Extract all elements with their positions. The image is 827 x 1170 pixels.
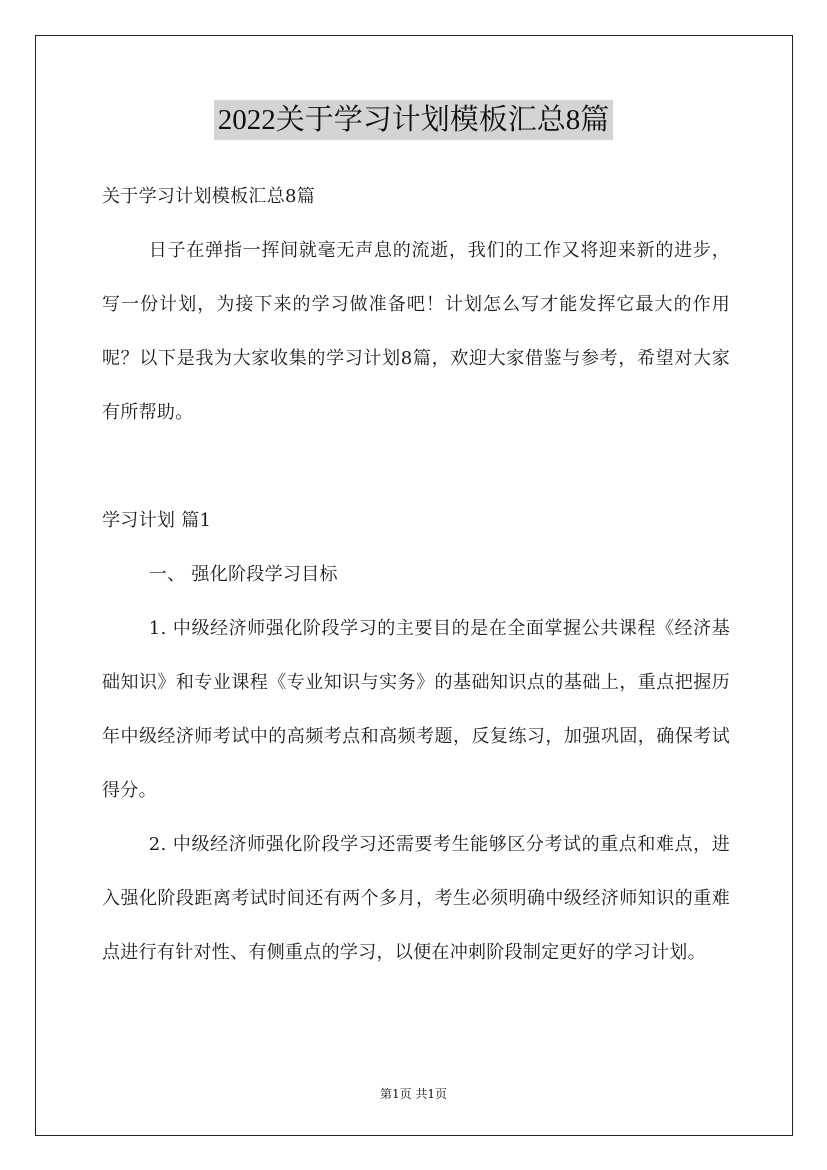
- subsection-heading: 一、 强化阶段学习目标: [148, 564, 338, 585]
- section-heading: 学习计划 篇1: [102, 510, 212, 531]
- document-title: 2022关于学习计划模板汇总8篇: [214, 100, 614, 140]
- document-subtitle: 关于学习计划模板汇总8篇: [102, 186, 316, 207]
- body-paragraph-2: 2. 中级经济师强化阶段学习还需要考生能够区分考试的重点和难点，进入强化阶段距离考试时间还有两个多月，考生必须明确中级经济师知识的重难点进行有针对性、有侧重点的学习，以便在冲刺阶段制定更好的学习计划。: [102, 834, 730, 963]
- title-container: [0, 100, 827, 140]
- intro-paragraph: 日子在弹指一挥间就毫无声息的流逝，我们的工作又将迎来新的进步，写一份计划，为接下来的学习做准备吧！计划怎么写才能发挥它最大的作用呢？以下是我为大家收集的学习计划8篇，欢迎大家借鉴与参考，希望对大家有所帮助。: [102, 240, 730, 423]
- page-footer: 第1页 共1页: [379, 1087, 448, 1101]
- document-body: [102, 170, 730, 980]
- body-paragraph-1: 1. 中级经济师强化阶段学习的主要目的是在全面掌握公共课程《经济基础知识》和专业课程《专业知识与实务》的基础知识点的基础上，重点把握历年中级经济师考试中的高频考点和高频考题，反复练习，加强巩固，确保考试得分。: [102, 618, 730, 801]
- spacer: [102, 440, 730, 494]
